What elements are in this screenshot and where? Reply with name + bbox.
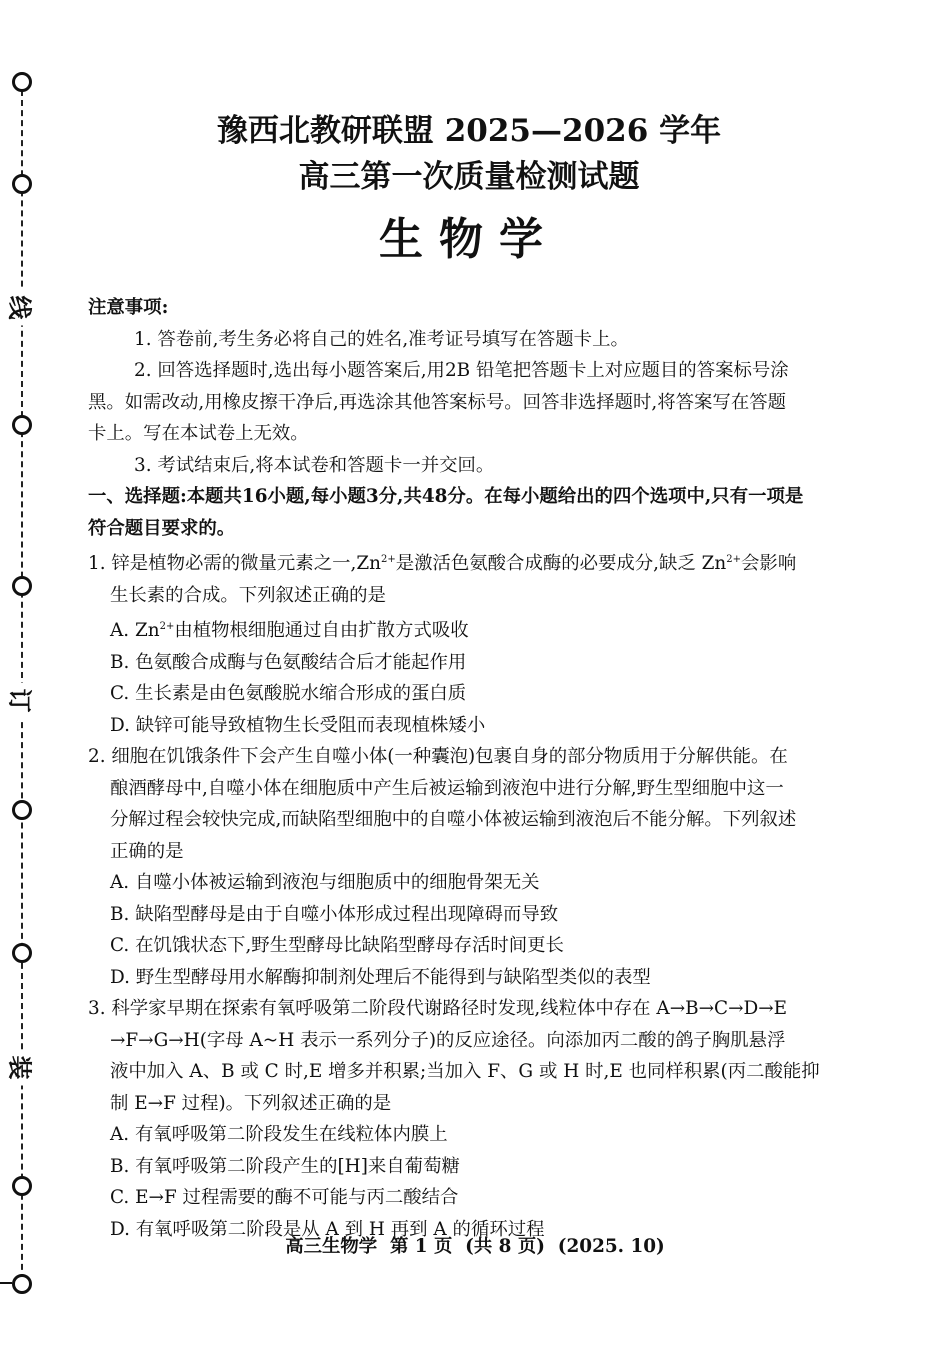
q2-option-c: C. 在饥饿状态下,野生型酵母比缺陷型酵母存活时间更长 [110, 935, 564, 957]
q3-stem-line2: →F→G→H(字母 A~H 表示一系列分子)的反应途径。向添加丙二酸的鸽子胸肌悬浮 [110, 1029, 786, 1051]
question-2 [88, 741, 850, 993]
q3-stem-line1: 3. 科学家早期在探索有氧呼吸第二阶段代谢路径时发现,线粒体中存在 A→B→C→D→E [88, 998, 788, 1020]
section-heading-line2: 符合题目要求的。 [88, 517, 236, 539]
notice-item-3: 3. 考试结束后,将本试卷和答题卡一并交回。 [134, 454, 495, 476]
binding-hole-icon [12, 576, 32, 596]
q3-option-b: B. 有氧呼吸第二阶段产生的[H]来自葡萄糖 [110, 1155, 460, 1177]
binding-char-order: 订 [5, 683, 40, 719]
binding-tick [0, 1282, 12, 1284]
q1-option-c: C. 生长素是由色氨酸脱水缩合形成的蛋白质 [110, 683, 467, 705]
q3-option-d: D. 有氧呼吸第二阶段是从 A 到 H 再到 A 的循环过程 [110, 1218, 545, 1240]
q2-option-b: B. 缺陷型酵母是由于自噬小体形成过程出现障碍而导致 [110, 903, 559, 925]
section-heading [88, 481, 850, 544]
notice-item-2-line3: 卡上。写在本试卷上无效。 [88, 423, 309, 444]
question-1 [88, 544, 850, 741]
binding-hole-icon [12, 943, 32, 963]
exam-title-line1: 豫西北教研联盟 2025—2026 学年 [216, 113, 722, 149]
binding-hole-icon [12, 800, 32, 820]
q2-stem-line4: 正确的是 [110, 840, 184, 862]
exam-page [88, 108, 850, 1245]
q3-option-a: A. 有氧呼吸第二阶段发生在线粒体内膜上 [110, 1124, 448, 1146]
notice-item-2-line1: 2. 回答选择题时,选出每小题答案后,用2B 铅笔把答题卡上对应题目的答案标号涂 [134, 360, 789, 381]
page-footer: 高三生物学 第 1 页 (共 8 页) (2025. 10) [285, 1236, 665, 1257]
q1-stem-line1: 1. 锌是植物必需的微量元素之一$,Zn^{2+}$是激活色氨酸合成酶的必要成分,缺乏 $Zn^{2+}$会影响 [88, 553, 797, 575]
binding-char-bind: 装 [5, 1050, 40, 1086]
question-3 [88, 993, 850, 1245]
q2-stem-line3: 分解过程会较快完成,而缺陷型细胞中的自噬小体被运输到液泡后不能分解。下列叙述 [110, 809, 797, 831]
binding-margin [0, 0, 50, 1345]
binding-hole-icon [12, 1176, 32, 1196]
binding-hole-icon [12, 72, 32, 92]
notice-block [88, 292, 850, 481]
subject-title: 生物学 [379, 214, 559, 265]
binding-hole-icon [12, 415, 32, 435]
q3-stem-line4: 制 E→F 过程)。下列叙述正确的是 [110, 1092, 392, 1114]
notice-item-1: 1. 答卷前,考生务必将自己的姓名,准考证号填写在答题卡上。 [134, 328, 629, 350]
notice-item-2-line2: 黑。如需改动,用橡皮擦干净后,再选涂其他答案标号。回答非选择题时,将答案写在答题 [88, 391, 786, 413]
q2-stem-line2: 酿酒酵母中,自噬小体在细胞质中产生后被运输到液泡中进行分解,野生型细胞中这一 [110, 777, 784, 799]
q1-option-d: D. 缺锌可能导致植物生长受阻而表现植株矮小 [110, 714, 486, 736]
q2-stem-line1: 2. 细胞在饥饿条件下会产生自噬小体(一种囊泡)包裹自身的部分物质用于分解供能。在 [88, 746, 788, 768]
q3-option-c: C. E→F 过程需要的酶不可能与丙二酸结合 [110, 1187, 459, 1209]
q3-stem-line3: 液中加入 A、B 或 C 时,E 增多并积累;当加入 F、G 或 H 时,E 也同样积累(丙二酸能抑 [110, 1061, 820, 1083]
binding-hole-icon [12, 174, 32, 194]
section-heading-line1: 一、选择题:本题共16小题,每小题3分,共48分。在每小题给出的四个选项中,只有一项是 [88, 486, 804, 507]
q1-option-b: B. 色氨酸合成酶与色氨酸结合后才能起作用 [110, 651, 467, 673]
q1-option-a: A. $Zn^{2+}$由植物根细胞通过自由扩散方式吸收 [110, 620, 469, 642]
binding-hole-icon [12, 1274, 32, 1294]
q2-option-d: D. 野生型酵母用水解酶抑制剂处理后不能得到与缺陷型类似的表型 [110, 966, 651, 988]
exam-title-line2: 高三第一次质量检测试题 [298, 159, 640, 195]
q1-stem-line2: 生长素的合成。下列叙述正确的是 [110, 584, 386, 606]
binding-char-line: 线 [5, 290, 40, 326]
notice-heading: 注意事项: [88, 297, 169, 318]
q2-option-a: A. 自噬小体被运输到液泡与细胞质中的细胞骨架无关 [110, 872, 540, 894]
